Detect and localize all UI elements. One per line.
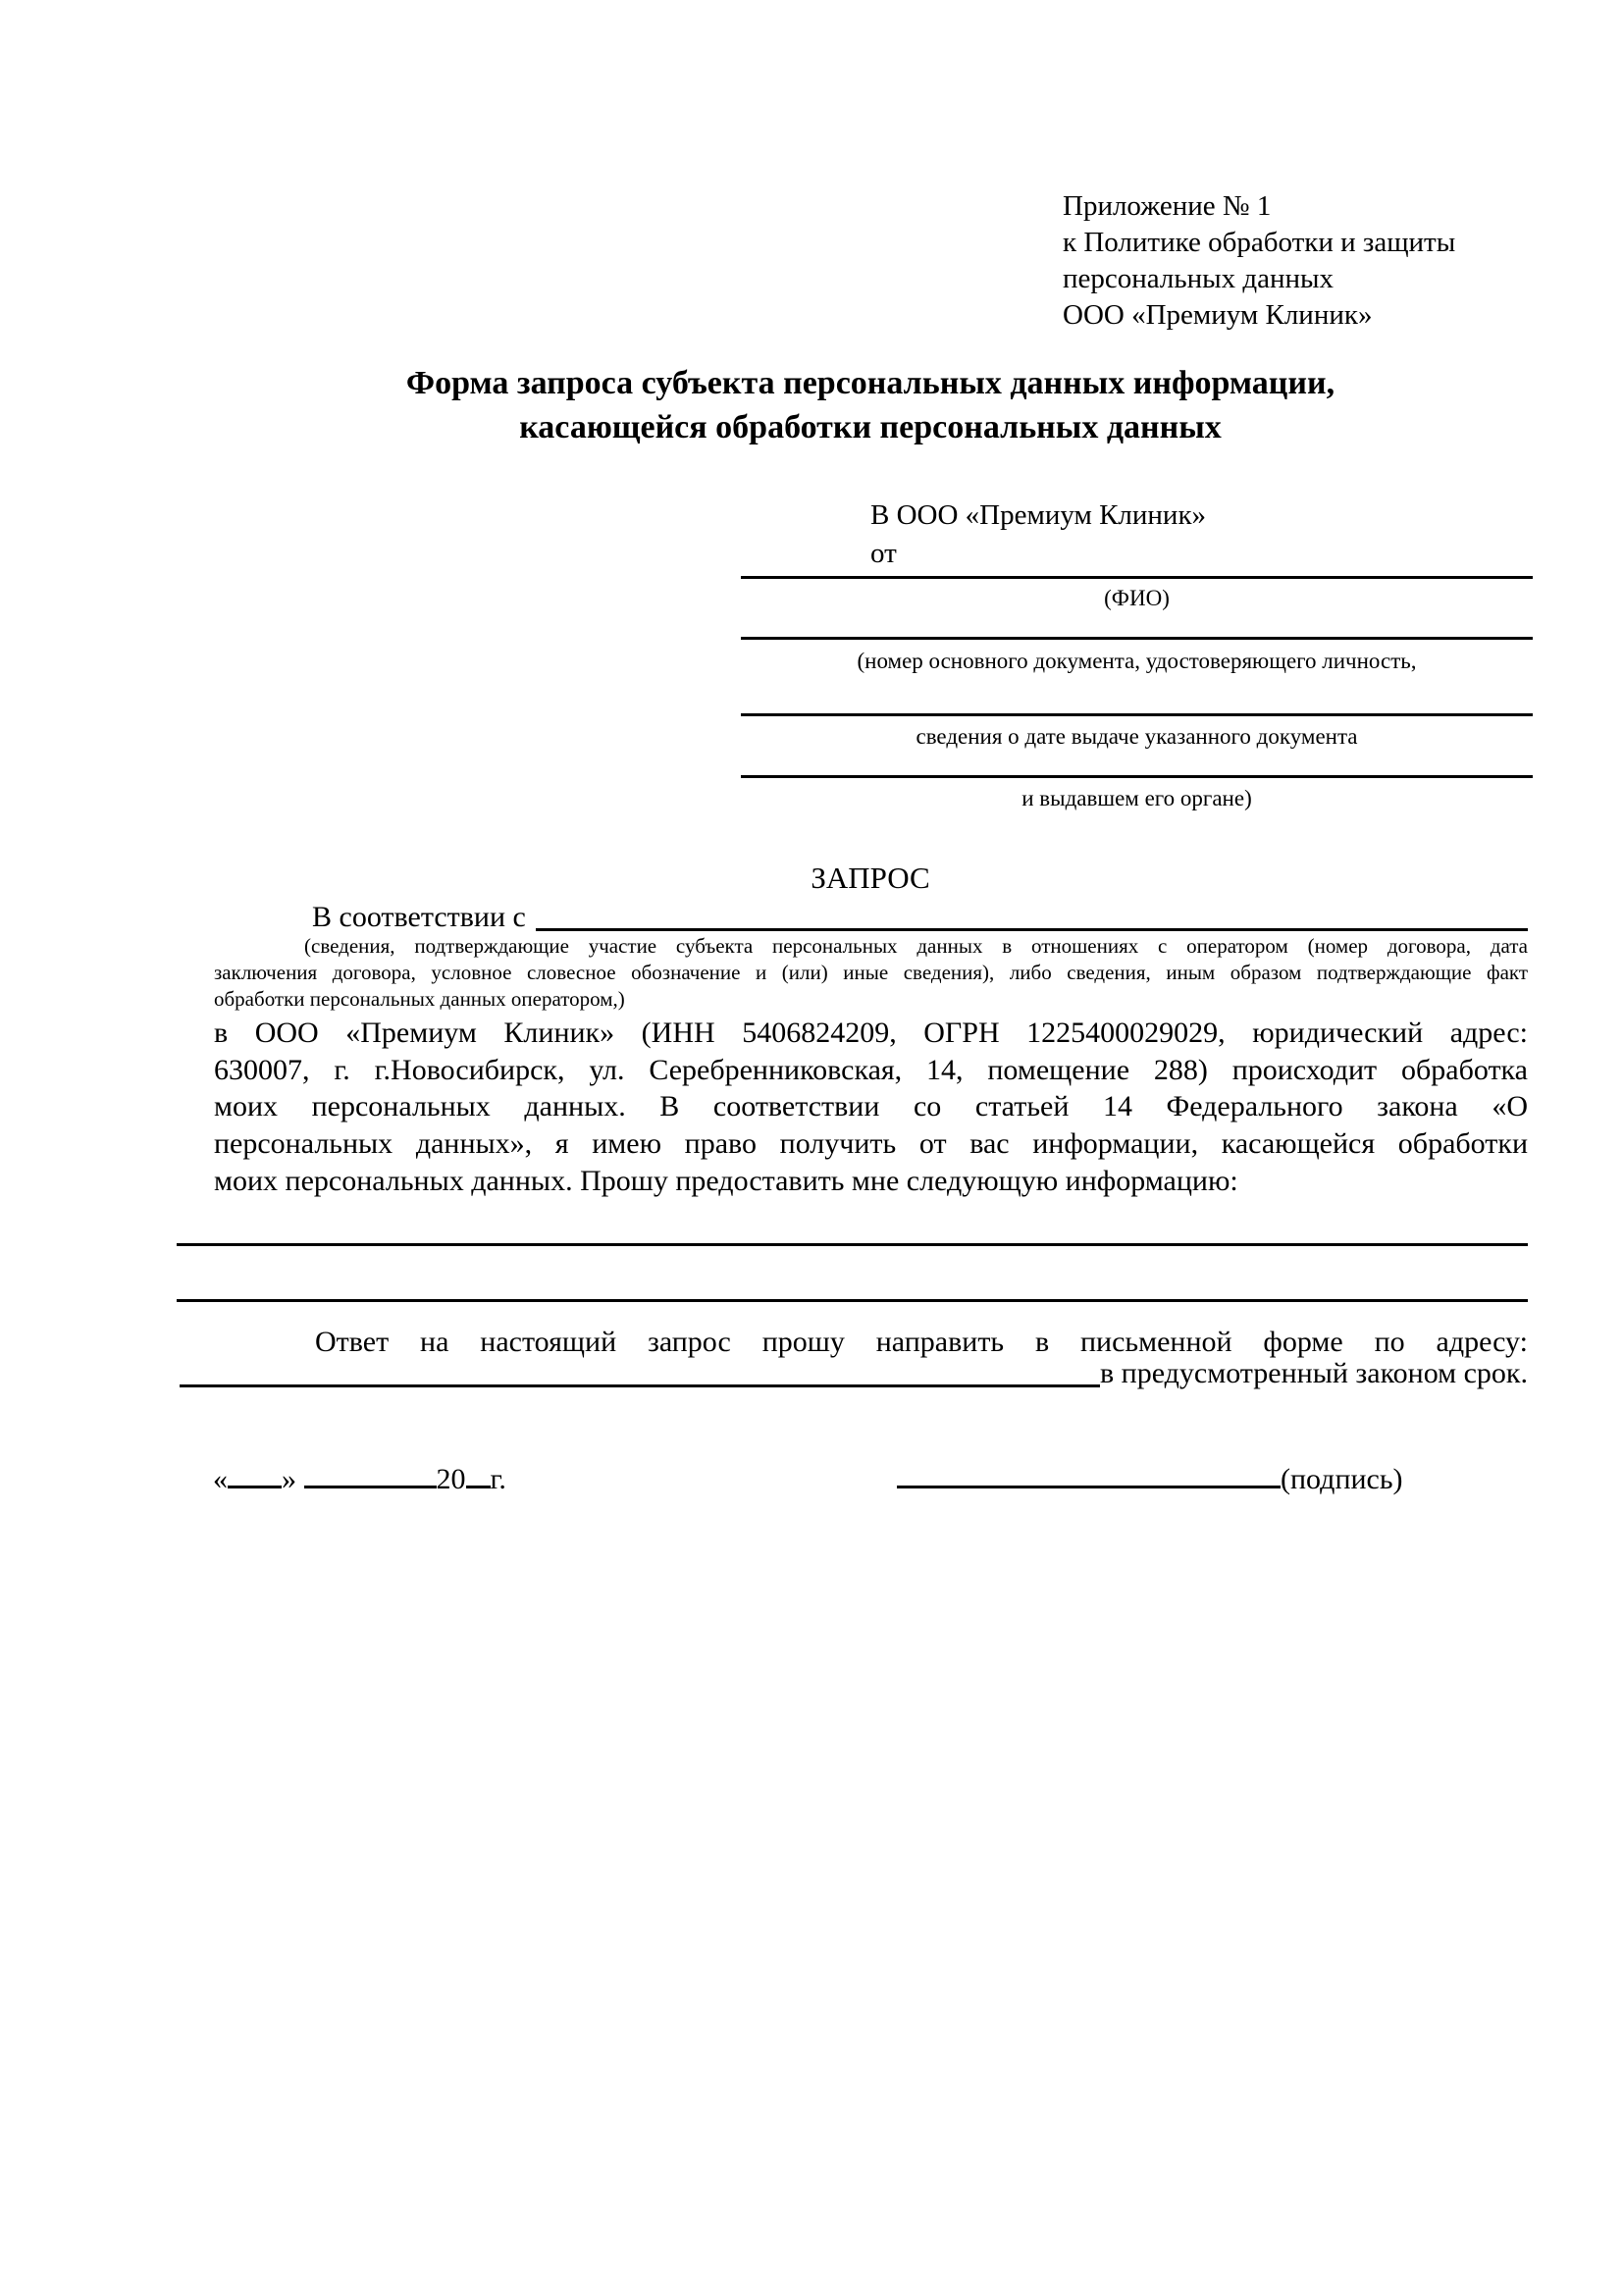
accordance-blank-line[interactable]	[536, 899, 1528, 931]
signature-caption: (подпись)	[1281, 1463, 1403, 1495]
reply-line-2-suffix: в предусмотренный законом срок.	[1100, 1357, 1528, 1389]
note-line: обработки персональных данных оператором,)	[214, 987, 625, 1011]
signature-row	[897, 1461, 1403, 1498]
note-line: заключения договора, условное словесное обозначение и (или) иные сведения), либо сведения, иным образом подтверждающие факт	[214, 961, 1528, 984]
body-line: моих персональных данных. В соответствии со статьей 14 Федерального закона «О	[214, 1090, 1528, 1122]
fio-field-caption: (ФИО)	[1104, 586, 1170, 610]
appendix-line: к Политике обработки и защиты	[1063, 227, 1456, 258]
address-blank-line[interactable]	[180, 1355, 1100, 1387]
document-number-field-line[interactable]	[741, 637, 1533, 640]
date-line	[213, 1461, 506, 1498]
page-title	[155, 364, 1586, 447]
date-month-blank[interactable]	[304, 1483, 437, 1488]
issue-date-field-line[interactable]	[741, 713, 1533, 716]
answer-blank-line-1[interactable]	[177, 1243, 1528, 1246]
answer-blank-line-2[interactable]	[177, 1299, 1528, 1302]
fio-field-line[interactable]	[741, 576, 1533, 579]
addressee-from-label: от	[870, 538, 897, 569]
date-day-blank[interactable]	[228, 1483, 282, 1488]
accordance-lead: В соответствии с	[312, 901, 526, 933]
reply-line-2	[180, 1355, 1528, 1392]
signature-blank-line[interactable]	[897, 1483, 1281, 1488]
date-year-blank[interactable]	[466, 1483, 491, 1488]
document-number-field-caption: (номер основного документа, удостоверяющего личность,	[857, 649, 1417, 673]
date-year-prefix: 20	[436, 1463, 466, 1495]
appendix-note	[1063, 188, 1455, 334]
addressee-to: В ООО «Премиум Клиник»	[870, 499, 1207, 531]
body-line: 630007, г. г.Новосибирск, ул. Серебренниковская, 14, помещение 288) происходит обработка	[214, 1054, 1528, 1086]
body-line: в ООО «Премиум Клиник» (ИНН 5406824209, ОГРН 1225400029029, юридический адрес:	[214, 1017, 1528, 1049]
body-line: персональных данных», я имею право получить от вас информации, касающейся обработки	[214, 1127, 1528, 1160]
accordance-row	[214, 899, 1528, 936]
issuing-authority-field-line[interactable]	[741, 775, 1533, 778]
reply-line-1: Ответ на настоящий запрос прошу направить в письменной форме по адресу:	[315, 1326, 1528, 1358]
title-line-2: касающейся обработки персональных данных	[519, 409, 1222, 445]
title-line-1: Форма запроса субъекта персональных данных информации,	[405, 365, 1335, 401]
request-heading: ЗАПРОС	[811, 861, 930, 895]
date-quote-open: «	[213, 1463, 228, 1495]
issue-date-field-caption: сведения о дате выдаче указанного документа	[916, 724, 1358, 749]
issuing-authority-field-caption: и выдавшем его органе)	[1021, 786, 1252, 810]
date-quote-close: »	[282, 1463, 296, 1495]
note-line: (сведения, подтверждающие участие субъекта персональных данных в отношениях с оператором (номер договора, дата	[304, 934, 1528, 958]
appendix-line: Приложение № 1	[1063, 190, 1272, 222]
appendix-line: ООО «Премиум Клиник»	[1063, 299, 1373, 331]
appendix-line: персональных данных	[1063, 263, 1335, 294]
addressee-block	[870, 496, 1206, 573]
body-line: моих персональных данных. Прошу предоставить мне следующую информацию:	[214, 1165, 1238, 1197]
date-year-suffix: г.	[490, 1463, 506, 1495]
